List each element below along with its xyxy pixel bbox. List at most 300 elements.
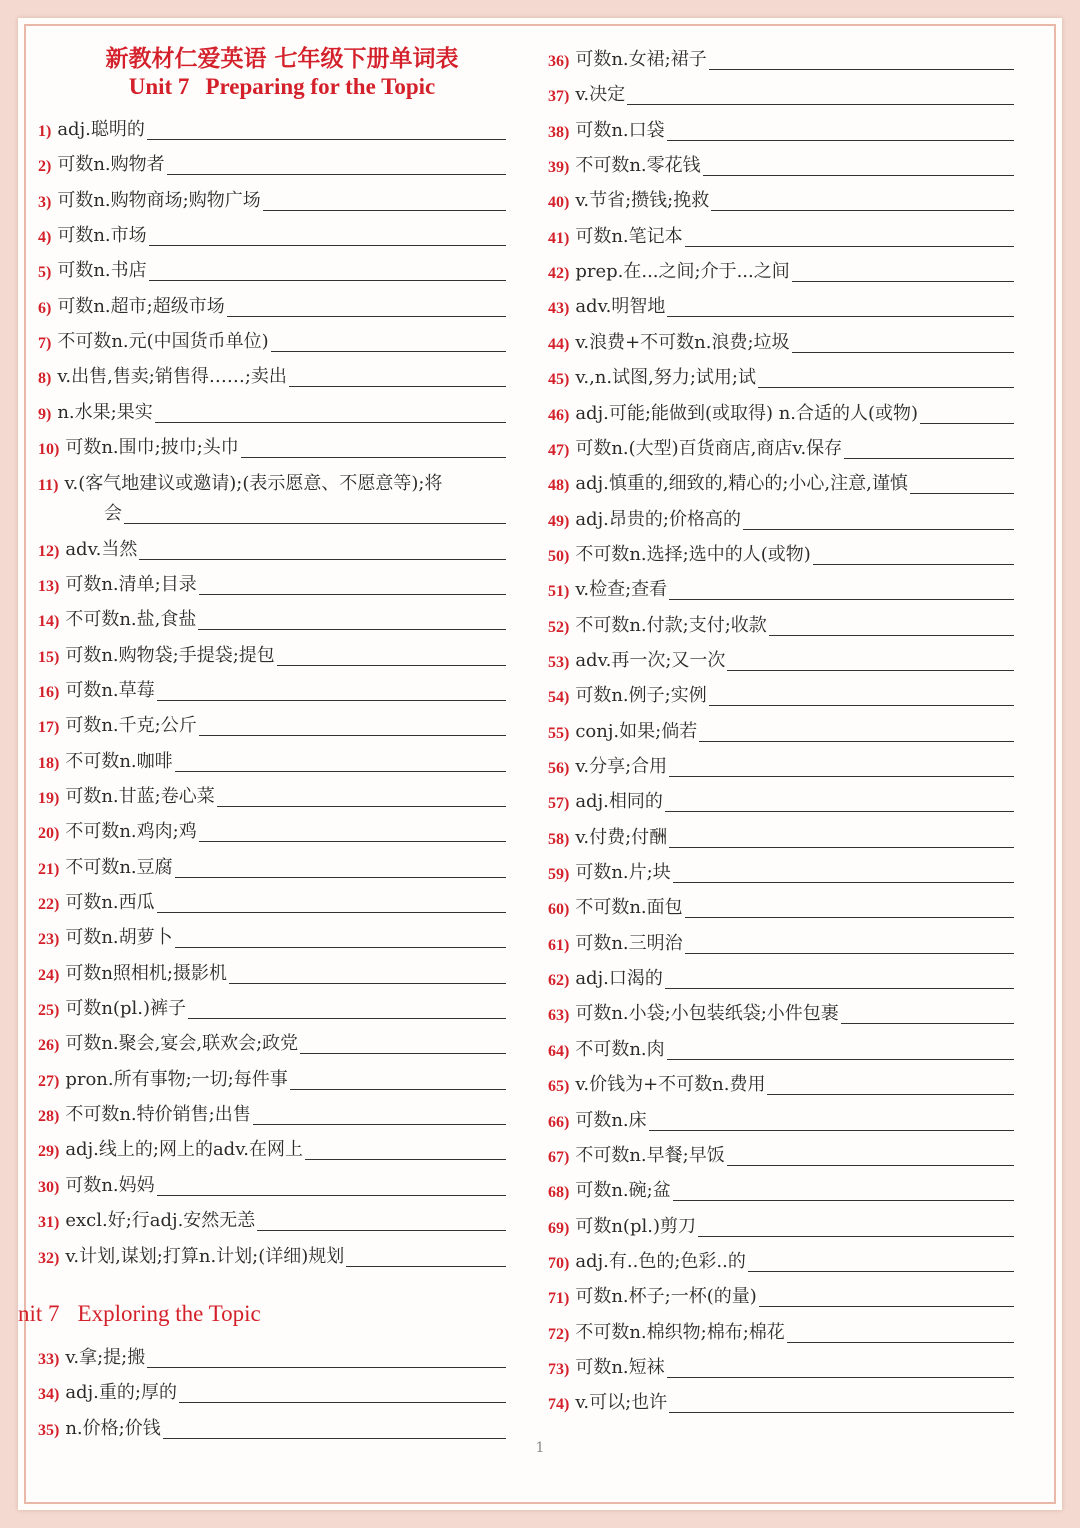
item-number: 19)	[38, 789, 60, 807]
section-unit-label: nit 7	[18, 1301, 60, 1326]
item-definition: v.出售,售卖;销售得……;卖出	[57, 366, 287, 388]
item-number: 62)	[548, 972, 570, 990]
item-definition: adj.相同的	[575, 791, 663, 813]
answer-blank[interactable]	[709, 705, 1014, 706]
vocab-item	[38, 393, 506, 425]
answer-blank[interactable]	[727, 1165, 1014, 1166]
item-number: 59)	[548, 866, 570, 884]
item-number: 26)	[38, 1037, 60, 1055]
item-number: 68)	[548, 1184, 570, 1202]
answer-blank[interactable]	[289, 386, 506, 387]
answer-blank[interactable]	[665, 811, 1014, 812]
item-definition-cont: 会	[104, 502, 122, 524]
item-number: 73)	[548, 1360, 570, 1378]
answer-blank[interactable]	[769, 635, 1014, 636]
item-definition: excl.好;行adj.安然无恙	[65, 1210, 256, 1232]
vocab-item	[548, 394, 1014, 426]
vocab-item	[38, 1338, 506, 1370]
answer-blank[interactable]	[685, 246, 1014, 247]
item-number: 58)	[548, 830, 570, 848]
section-title: Exploring the Topic	[77, 1301, 261, 1326]
vocab-item	[548, 924, 1014, 956]
item-definition: 可数n.聚会,宴会,联欢会;政党	[65, 1033, 299, 1055]
item-number: 5)	[38, 264, 52, 282]
item-definition: adj.有..色的;色彩..的	[575, 1250, 746, 1272]
item-number: 31)	[38, 1214, 60, 1232]
vocab-item	[548, 1065, 1014, 1097]
answer-blank[interactable]	[305, 1159, 506, 1160]
answer-blank[interactable]	[229, 983, 506, 984]
item-number: 46)	[548, 406, 570, 424]
vocab-item	[548, 1030, 1014, 1062]
answer-blank[interactable]	[673, 1200, 1014, 1201]
item-definition: prep.在...之间;介于...之间	[575, 261, 790, 283]
answer-blank[interactable]	[709, 69, 1014, 70]
answer-blank[interactable]	[271, 351, 506, 352]
answer-blank[interactable]	[139, 559, 506, 560]
unit-title: Preparing for the Topic	[205, 74, 436, 99]
answer-blank[interactable]	[199, 594, 506, 595]
answer-blank[interactable]	[910, 493, 1014, 494]
item-number: 16)	[38, 683, 60, 701]
vocab-item	[38, 464, 506, 496]
item-number: 8)	[38, 370, 52, 388]
item-number: 14)	[38, 613, 60, 631]
item-definition: 可数n.市场	[57, 225, 147, 247]
item-definition: 可数n.短袜	[575, 1356, 665, 1378]
item-number: 54)	[548, 689, 570, 707]
answer-blank[interactable]	[667, 1377, 1014, 1378]
item-definition: 不可数n.特价销售;出售	[65, 1104, 251, 1126]
vocab-item	[548, 323, 1014, 355]
item-definition: 不可数n.咖啡	[65, 750, 173, 772]
item-number: 30)	[38, 1178, 60, 1196]
item-number: 69)	[548, 1219, 570, 1237]
item-number: 22)	[38, 896, 60, 913]
vocab-item	[38, 181, 506, 213]
answer-blank[interactable]	[698, 1236, 1014, 1237]
item-definition: v.分享;合用	[575, 756, 668, 777]
vocab-item	[38, 600, 506, 632]
item-definition: v.(客气地建议或邀请);(表示愿意、不愿意等);将	[64, 472, 443, 494]
vocab-item	[548, 1277, 1014, 1309]
vocab-item	[548, 358, 1014, 390]
item-definition: 可数n(pl.)剪刀	[575, 1215, 696, 1237]
answer-blank[interactable]	[792, 281, 1014, 282]
vocab-item	[38, 1060, 506, 1092]
item-definition: 可数n.千克;公斤	[65, 715, 197, 737]
vocab-item	[548, 1101, 1014, 1133]
answer-blank[interactable]	[253, 1124, 506, 1125]
item-number: 48)	[548, 477, 570, 495]
answer-blank[interactable]	[792, 352, 1014, 353]
answer-blank[interactable]	[758, 387, 1014, 388]
vocab-item	[548, 535, 1014, 567]
vocab-item	[548, 40, 1014, 72]
vocab-item	[38, 428, 506, 460]
vocab-item	[38, 1130, 506, 1162]
answer-blank[interactable]	[669, 1412, 1014, 1413]
item-number: 12)	[38, 542, 60, 560]
answer-blank[interactable]	[167, 174, 506, 175]
item-definition: 可数n.女裙;裙子	[575, 49, 707, 70]
item-definition: v.节省;攒钱;挽救	[575, 190, 710, 212]
vocab-item	[548, 429, 1014, 461]
answer-blank[interactable]	[665, 988, 1014, 989]
item-definition: n.水果;果实	[57, 401, 153, 423]
unit-heading	[18, 74, 546, 100]
item-definition: v.浪费+不可数n.浪费;垃圾	[575, 331, 790, 353]
worksheet-page	[18, 18, 1062, 1510]
vocab-item	[548, 818, 1014, 850]
item-definition: v.计划,谋划;打算n.计划;(详细)规划	[65, 1245, 345, 1267]
item-definition: 不可数n.选择;选中的人(或物)	[575, 543, 811, 565]
vocab-item	[38, 1201, 506, 1233]
vocab-item	[38, 145, 506, 177]
item-number: 25)	[38, 1002, 60, 1020]
item-definition: adv.当然	[65, 538, 138, 560]
item-number: 61)	[548, 936, 570, 954]
answer-blank[interactable]	[175, 947, 506, 948]
vocab-item	[38, 530, 506, 562]
vocab-item	[548, 1348, 1014, 1380]
answer-blank[interactable]	[263, 210, 506, 211]
item-definition: adj.口渴的	[575, 968, 663, 990]
item-definition: v.检查;查看	[575, 579, 668, 601]
vocab-item	[548, 676, 1014, 708]
item-definition: adv.明智地	[575, 296, 666, 318]
item-number: 3)	[38, 193, 52, 211]
item-number: 4)	[38, 229, 52, 247]
item-number: 38)	[548, 123, 570, 141]
answer-blank[interactable]	[157, 1195, 506, 1196]
answer-blank[interactable]	[241, 457, 506, 458]
item-definition: v.价钱为+不可数n.费用	[575, 1074, 766, 1096]
item-number: 43)	[548, 300, 570, 318]
item-definition: v.决定	[575, 84, 626, 106]
item-number: 52)	[548, 618, 570, 636]
answer-blank[interactable]	[188, 1018, 506, 1019]
answer-blank[interactable]	[147, 139, 506, 140]
item-number: 2)	[38, 158, 52, 176]
vocab-item	[38, 742, 506, 774]
item-definition: adv.再一次;又一次	[575, 649, 726, 671]
item-definition: v.付费;付酬	[575, 826, 668, 848]
answer-blank[interactable]	[711, 210, 1014, 211]
item-definition: adj.聪明的	[57, 119, 145, 140]
vocab-item	[38, 287, 506, 319]
answer-blank[interactable]	[703, 175, 1014, 176]
item-definition: 不可数n.零花钱	[575, 155, 701, 177]
vocab-item	[548, 1242, 1014, 1274]
item-number: 28)	[38, 1108, 60, 1126]
answer-blank[interactable]	[685, 953, 1014, 954]
item-definition: 不可数n.肉	[575, 1038, 665, 1060]
item-number: 63)	[548, 1007, 570, 1025]
answer-blank[interactable]	[199, 735, 506, 736]
item-definition: 不可数n.面包	[575, 897, 683, 919]
item-definition: 可数n.笔记本	[575, 225, 683, 247]
vocab-item	[548, 252, 1014, 284]
item-number: 9)	[38, 405, 52, 423]
vocab-item	[38, 1024, 506, 1056]
vocab-item	[38, 954, 506, 986]
item-number: 71)	[548, 1290, 570, 1308]
vocab-item	[38, 1166, 506, 1198]
item-definition: v.,n.试图,努力;试用;试	[575, 367, 756, 389]
item-number: 45)	[548, 371, 570, 389]
item-number: 18)	[38, 754, 60, 772]
answer-blank[interactable]	[649, 1130, 1014, 1131]
item-definition: 可数n.西瓜	[65, 892, 155, 913]
item-definition: pron.所有事物;一切;每件事	[65, 1068, 288, 1090]
answer-blank[interactable]	[699, 741, 1014, 742]
item-number: 60)	[548, 901, 570, 919]
vocab-item	[548, 464, 1014, 496]
answer-blank[interactable]	[227, 316, 506, 317]
item-number: 7)	[38, 335, 52, 353]
item-number: 29)	[38, 1143, 60, 1161]
vocab-item	[548, 75, 1014, 107]
item-definition: v.可以;也许	[575, 1392, 668, 1414]
item-number: 50)	[548, 547, 570, 565]
item-number: 6)	[38, 299, 52, 317]
vocab-item	[548, 287, 1014, 319]
answer-blank[interactable]	[685, 917, 1014, 918]
vocab-item	[38, 636, 506, 668]
vocab-item	[38, 1373, 506, 1405]
item-definition: 不可数n.早餐;早饭	[575, 1144, 725, 1166]
item-number: 57)	[548, 795, 570, 813]
answer-blank[interactable]	[748, 1271, 1014, 1272]
vocab-item	[548, 1136, 1014, 1168]
item-definition: 可数n(pl.)裤子	[65, 998, 186, 1020]
item-number: 35)	[38, 1421, 60, 1439]
vocab-item	[38, 216, 506, 248]
answer-blank[interactable]	[667, 316, 1014, 317]
item-definition: adj.线上的;网上的adv.在网上	[65, 1139, 303, 1161]
item-definition: 可数n.购物袋;手提袋;提包	[65, 644, 275, 666]
item-number: 17)	[38, 719, 60, 737]
answer-blank[interactable]	[217, 806, 506, 807]
answer-blank[interactable]	[163, 1438, 506, 1439]
answer-blank[interactable]	[841, 1023, 1014, 1024]
item-definition: 可数n.杯子;一杯(的量)	[575, 1286, 757, 1308]
item-number: 40)	[548, 194, 570, 212]
item-number: 67)	[548, 1148, 570, 1166]
answer-blank[interactable]	[673, 882, 1014, 883]
vocab-item-continuation	[104, 494, 506, 526]
vocab-item	[548, 853, 1014, 885]
answer-blank[interactable]	[627, 104, 1014, 105]
item-definition: 可数n.片;块	[575, 862, 671, 884]
item-definition: conj.如果;倘若	[575, 720, 698, 742]
item-definition: 不可数n.盐,食盐	[65, 609, 197, 631]
answer-blank[interactable]	[667, 1059, 1014, 1060]
item-definition: 可数n.清单;目录	[65, 573, 197, 595]
vocab-item	[548, 1313, 1014, 1345]
item-number: 64)	[548, 1042, 570, 1060]
vocab-item	[38, 1095, 506, 1127]
item-definition: 不可数n.鸡肉;鸡	[65, 821, 197, 843]
item-number: 42)	[548, 265, 570, 283]
answer-blank[interactable]	[277, 665, 506, 666]
item-definition: 可数n.床	[575, 1109, 647, 1131]
answer-blank[interactable]	[199, 841, 506, 842]
vocab-item	[548, 500, 1014, 532]
vocab-item	[548, 1207, 1014, 1239]
item-number: 21)	[38, 860, 60, 878]
answer-blank[interactable]	[669, 599, 1014, 600]
item-definition: 可数n.购物商场;购物广场	[57, 189, 261, 211]
vocab-item	[38, 883, 506, 915]
item-definition: 可数n.草莓	[65, 679, 155, 701]
item-definition: 可数n.超市;超级市场	[57, 295, 225, 317]
unit-label: Unit 7	[128, 74, 190, 99]
answer-blank[interactable]	[346, 1266, 506, 1267]
item-definition: 可数n照相机;摄影机	[65, 962, 227, 984]
item-number: 1)	[38, 123, 52, 140]
answer-blank[interactable]	[787, 1342, 1014, 1343]
answer-blank[interactable]	[669, 847, 1014, 848]
answer-blank[interactable]	[743, 529, 1014, 530]
vocab-item	[38, 989, 506, 1021]
item-number: 34)	[38, 1386, 60, 1404]
item-definition: 可数n.碗;盆	[575, 1180, 671, 1202]
vocab-item	[548, 641, 1014, 673]
answer-blank[interactable]	[844, 458, 1014, 459]
vocab-item	[38, 848, 506, 880]
item-definition: adj.可能;能做到(或取得) n.合适的人(或物)	[575, 402, 919, 424]
vocab-item	[548, 181, 1014, 213]
vocab-item	[38, 565, 506, 597]
vocab-item	[38, 706, 506, 738]
item-definition: 不可数n.元(中国货币单位)	[57, 331, 269, 353]
item-number: 11)	[38, 476, 59, 494]
vocab-item	[548, 959, 1014, 991]
vocab-item	[38, 110, 506, 142]
item-number: 23)	[38, 931, 60, 949]
item-number: 66)	[548, 1113, 570, 1131]
item-definition: 可数n.购物者	[57, 154, 165, 176]
answer-blank[interactable]	[759, 1306, 1014, 1307]
item-definition: 不可数n.付款;支付;收款	[575, 614, 767, 636]
section-heading	[18, 1301, 261, 1327]
item-number: 47)	[548, 441, 570, 459]
item-number: 20)	[38, 825, 60, 843]
answer-blank[interactable]	[920, 423, 1014, 424]
item-number: 27)	[38, 1072, 60, 1090]
item-definition: n.价格;价钱	[65, 1417, 161, 1439]
answer-blank[interactable]	[157, 700, 506, 701]
vocab-item	[548, 606, 1014, 638]
item-definition: 可数n.围巾;披巾;头巾	[65, 437, 239, 459]
item-definition: 可数n.妈妈	[65, 1174, 155, 1196]
item-number: 53)	[548, 653, 570, 671]
item-number: 10)	[38, 441, 60, 459]
answer-blank[interactable]	[667, 140, 1014, 141]
vocab-item	[548, 111, 1014, 143]
answer-blank[interactable]	[669, 776, 1014, 777]
item-definition: adj.慎重的,细致的,精心的;小心,注意,谨慎	[575, 473, 908, 495]
answer-blank[interactable]	[124, 523, 506, 524]
answer-blank[interactable]	[175, 877, 506, 878]
item-number: 70)	[548, 1254, 570, 1272]
answer-blank[interactable]	[767, 1094, 1014, 1095]
item-definition: 可数n.口袋	[575, 119, 665, 141]
vocab-item	[548, 994, 1014, 1026]
vocab-item	[38, 812, 506, 844]
item-number: 37)	[548, 88, 570, 106]
vocab-item	[38, 1237, 506, 1269]
vocab-item	[548, 782, 1014, 814]
answer-blank[interactable]	[155, 422, 506, 423]
vocab-item	[38, 251, 506, 283]
item-number: 44)	[548, 335, 570, 353]
item-definition: adj.重的;厚的	[65, 1382, 177, 1404]
item-definition: 可数n.小袋;小包装纸袋;小件包裹	[575, 1003, 839, 1025]
item-definition: 可数n.胡萝卜	[65, 927, 173, 949]
item-number: 65)	[548, 1078, 570, 1096]
vocab-item	[38, 918, 506, 950]
item-definition: 可数n.书店	[57, 260, 147, 282]
answer-blank[interactable]	[149, 280, 506, 281]
item-definition: v.拿;提;搬	[65, 1347, 146, 1368]
vocab-item	[548, 217, 1014, 249]
item-definition: adj.昂贵的;价格高的	[575, 508, 741, 530]
answer-blank[interactable]	[290, 1089, 506, 1090]
vocab-item	[38, 777, 506, 809]
answer-blank[interactable]	[157, 912, 506, 913]
answer-blank[interactable]	[175, 771, 506, 772]
item-number: 15)	[38, 648, 60, 666]
vocab-item	[548, 570, 1014, 602]
answer-blank[interactable]	[149, 245, 506, 246]
item-number: 55)	[548, 724, 570, 742]
answer-blank[interactable]	[727, 670, 1014, 671]
item-number: 74)	[548, 1396, 570, 1414]
item-number: 51)	[548, 583, 570, 601]
answer-blank[interactable]	[300, 1053, 506, 1054]
vocab-item	[548, 747, 1014, 779]
item-definition: 可数n.三明治	[575, 932, 683, 954]
vocab-item	[548, 888, 1014, 920]
item-definition: 不可数n.豆腐	[65, 856, 173, 878]
vocab-item	[38, 671, 506, 703]
vocab-item	[548, 1171, 1014, 1203]
item-definition: 不可数n.棉织物;棉布;棉花	[575, 1321, 785, 1343]
item-definition: 可数n.(大型)百货商店,商店v.保存	[575, 437, 843, 459]
item-number: 72)	[548, 1325, 570, 1343]
item-definition: 可数n.例子;实例	[575, 685, 707, 707]
item-number: 49)	[548, 512, 570, 530]
item-definition: 可数n.甘蓝;卷心菜	[65, 785, 215, 807]
item-number: 39)	[548, 159, 570, 177]
vocab-item	[38, 357, 506, 389]
vocab-item	[548, 712, 1014, 744]
item-number: 36)	[548, 53, 570, 70]
item-number: 41)	[548, 229, 570, 247]
vocab-item	[38, 1409, 506, 1441]
item-number: 32)	[38, 1249, 60, 1267]
vocab-item	[38, 322, 506, 354]
answer-blank[interactable]	[179, 1402, 506, 1403]
answer-blank[interactable]	[813, 564, 1014, 565]
page-number: 1	[535, 1440, 545, 1456]
answer-blank[interactable]	[147, 1367, 506, 1368]
answer-blank[interactable]	[198, 629, 506, 630]
answer-blank[interactable]	[257, 1230, 506, 1231]
